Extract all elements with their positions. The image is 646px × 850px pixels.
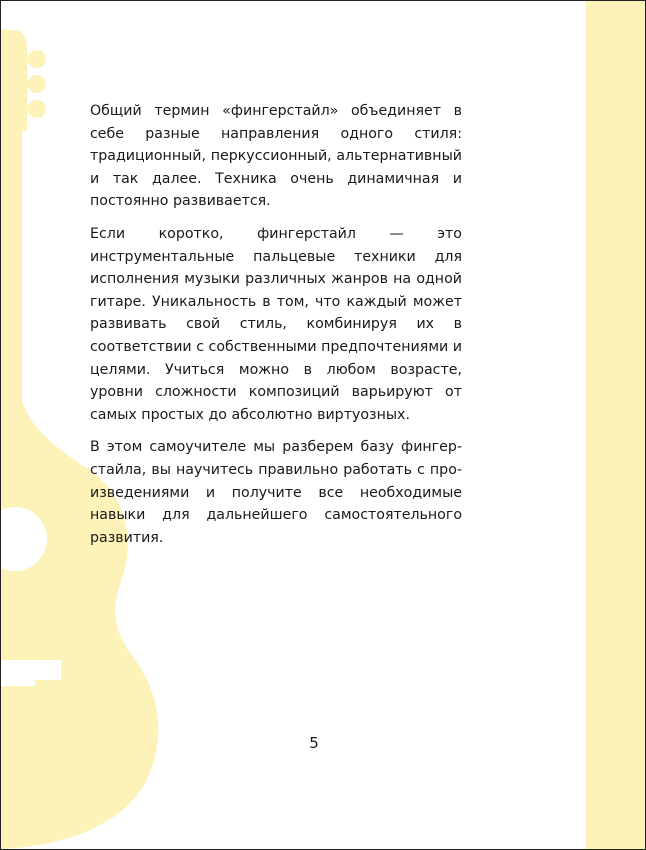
page-number: 5: [309, 734, 319, 752]
paragraph-definition: Если коротко, фингерстайл — это инструментальные пальцевые техники для исполнения музыки различных жанров на одной гитаре. Уникальность в том, что каждый может развивать свой стиль, комбинируя их в соответствии с собственными предпочтениями и целями. Учиться можно в любом возрасте, уровни сложности композиций варьируют от самых простых до абсолютно виртуозных.: [90, 225, 462, 423]
body-text: [90, 100, 462, 559]
paragraph-tutorial-goal: В этом самоучителе мы разберем базу фингерстайла, вы научитесь правильно работать с произведениями и получите все необходимые навыки для дальнейшего самостоятельного развития.: [90, 439, 462, 546]
side-accent-stripe: [586, 1, 645, 849]
paragraph-intro: Общий термин «фингерстайл» объединяет в себе разные направления одного стиля: традиционный, перкуссионный, альтернативный и так далее. Техника очень динамичная и постоянно развивается.: [90, 103, 462, 210]
